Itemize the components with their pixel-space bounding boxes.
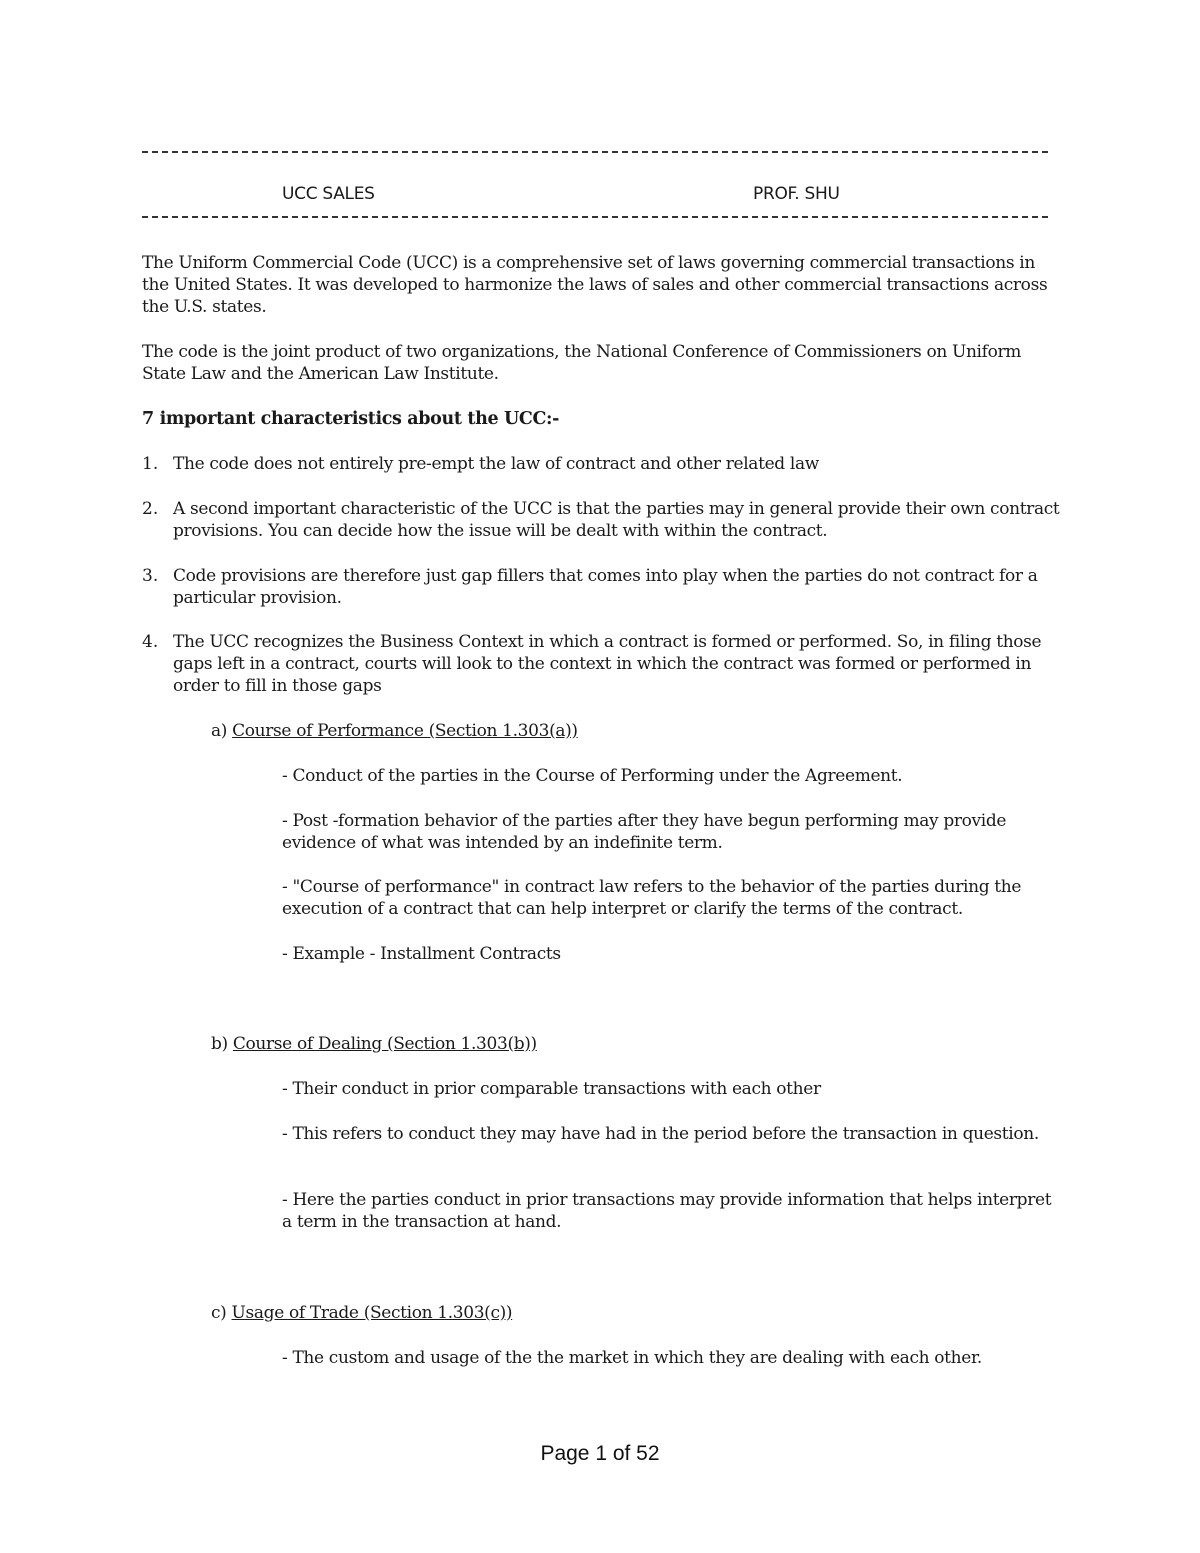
subsection-title: Course of Performance (Section 1.303(a)) [232,721,578,741]
intro-paragraph-1: The Uniform Commercial Code (UCC) is a comprehensive set of laws governing commercial transactions in the United States. It was developed to harmonize the laws of sales and other commercial transactions across the U.S. states. [142,253,1048,317]
subsection-a [211,720,578,742]
bullet-item: - Conduct of the parties in the Course of Performing under the Agreement. [282,766,903,786]
subsection-prefix: b) [211,1034,228,1054]
bullet-item: - Post -formation behavior of the parties after they have begun performing may provide evidence of what was intended by an indefinite term. [282,811,1007,853]
list-item: The code does not entirely pre-empt the law of contract and other related law [173,454,819,474]
list-number: 3. [142,566,159,586]
bullet-item: - "Course of performance" in contract law refers to the behavior of the parties during the execution of a contract that can help interpret or clarify the terms of the contract. [282,877,1022,919]
bullet-item: - Example - Installment Contracts [282,944,561,964]
subsection-b [211,1033,537,1055]
subsection-title: Course of Dealing (Section 1.303(b)) [232,1034,537,1054]
list-number: 1. [142,454,159,474]
list-item: Code provisions are therefore just gap fillers that comes into play when the parties do not contract for a particular provision. [173,566,1038,608]
bullet-item: - The custom and usage of the the market in which they are dealing with each other. [282,1348,982,1368]
page-number: Page 1 of 52 [540,1442,660,1465]
subsection-title: Usage of Trade (Section 1.303(c)) [231,1303,513,1323]
header-bottom-rule [142,216,1048,218]
professor-name: PROF. SHU [753,184,840,204]
bullet-item: - Their conduct in prior comparable transactions with each other [282,1079,821,1099]
bullet-item: - Here the parties conduct in prior transactions may provide information that helps interpret a term in the transaction at hand. [282,1190,1052,1232]
list-number: 2. [142,499,159,519]
header-top-rule [142,151,1048,153]
section-heading: 7 important characteristics about the UCC:- [142,409,560,429]
list-item: A second important characteristic of the UCC is that the parties may in general provide their own contract provisions. You can decide how the issue will be dealt with within the contract. [173,499,1060,541]
subsection-c [211,1302,512,1324]
subsection-prefix: c) [211,1303,227,1323]
bullet-item: - This refers to conduct they may have had in the period before the transaction in question. [282,1124,1039,1144]
subsection-prefix: a) [211,721,228,741]
intro-paragraph-2: The code is the joint product of two organizations, the National Conference of Commissioners on Uniform State Law and the American Law Institute. [142,342,1022,384]
course-title: UCC SALES [282,184,375,204]
list-number: 4. [142,632,159,652]
list-item: The UCC recognizes the Business Context in which a contract is formed or performed. So, in filing those gaps left in a contract, courts will look to the context in which the contract was formed or performed in order to fill in those gaps [173,632,1042,696]
